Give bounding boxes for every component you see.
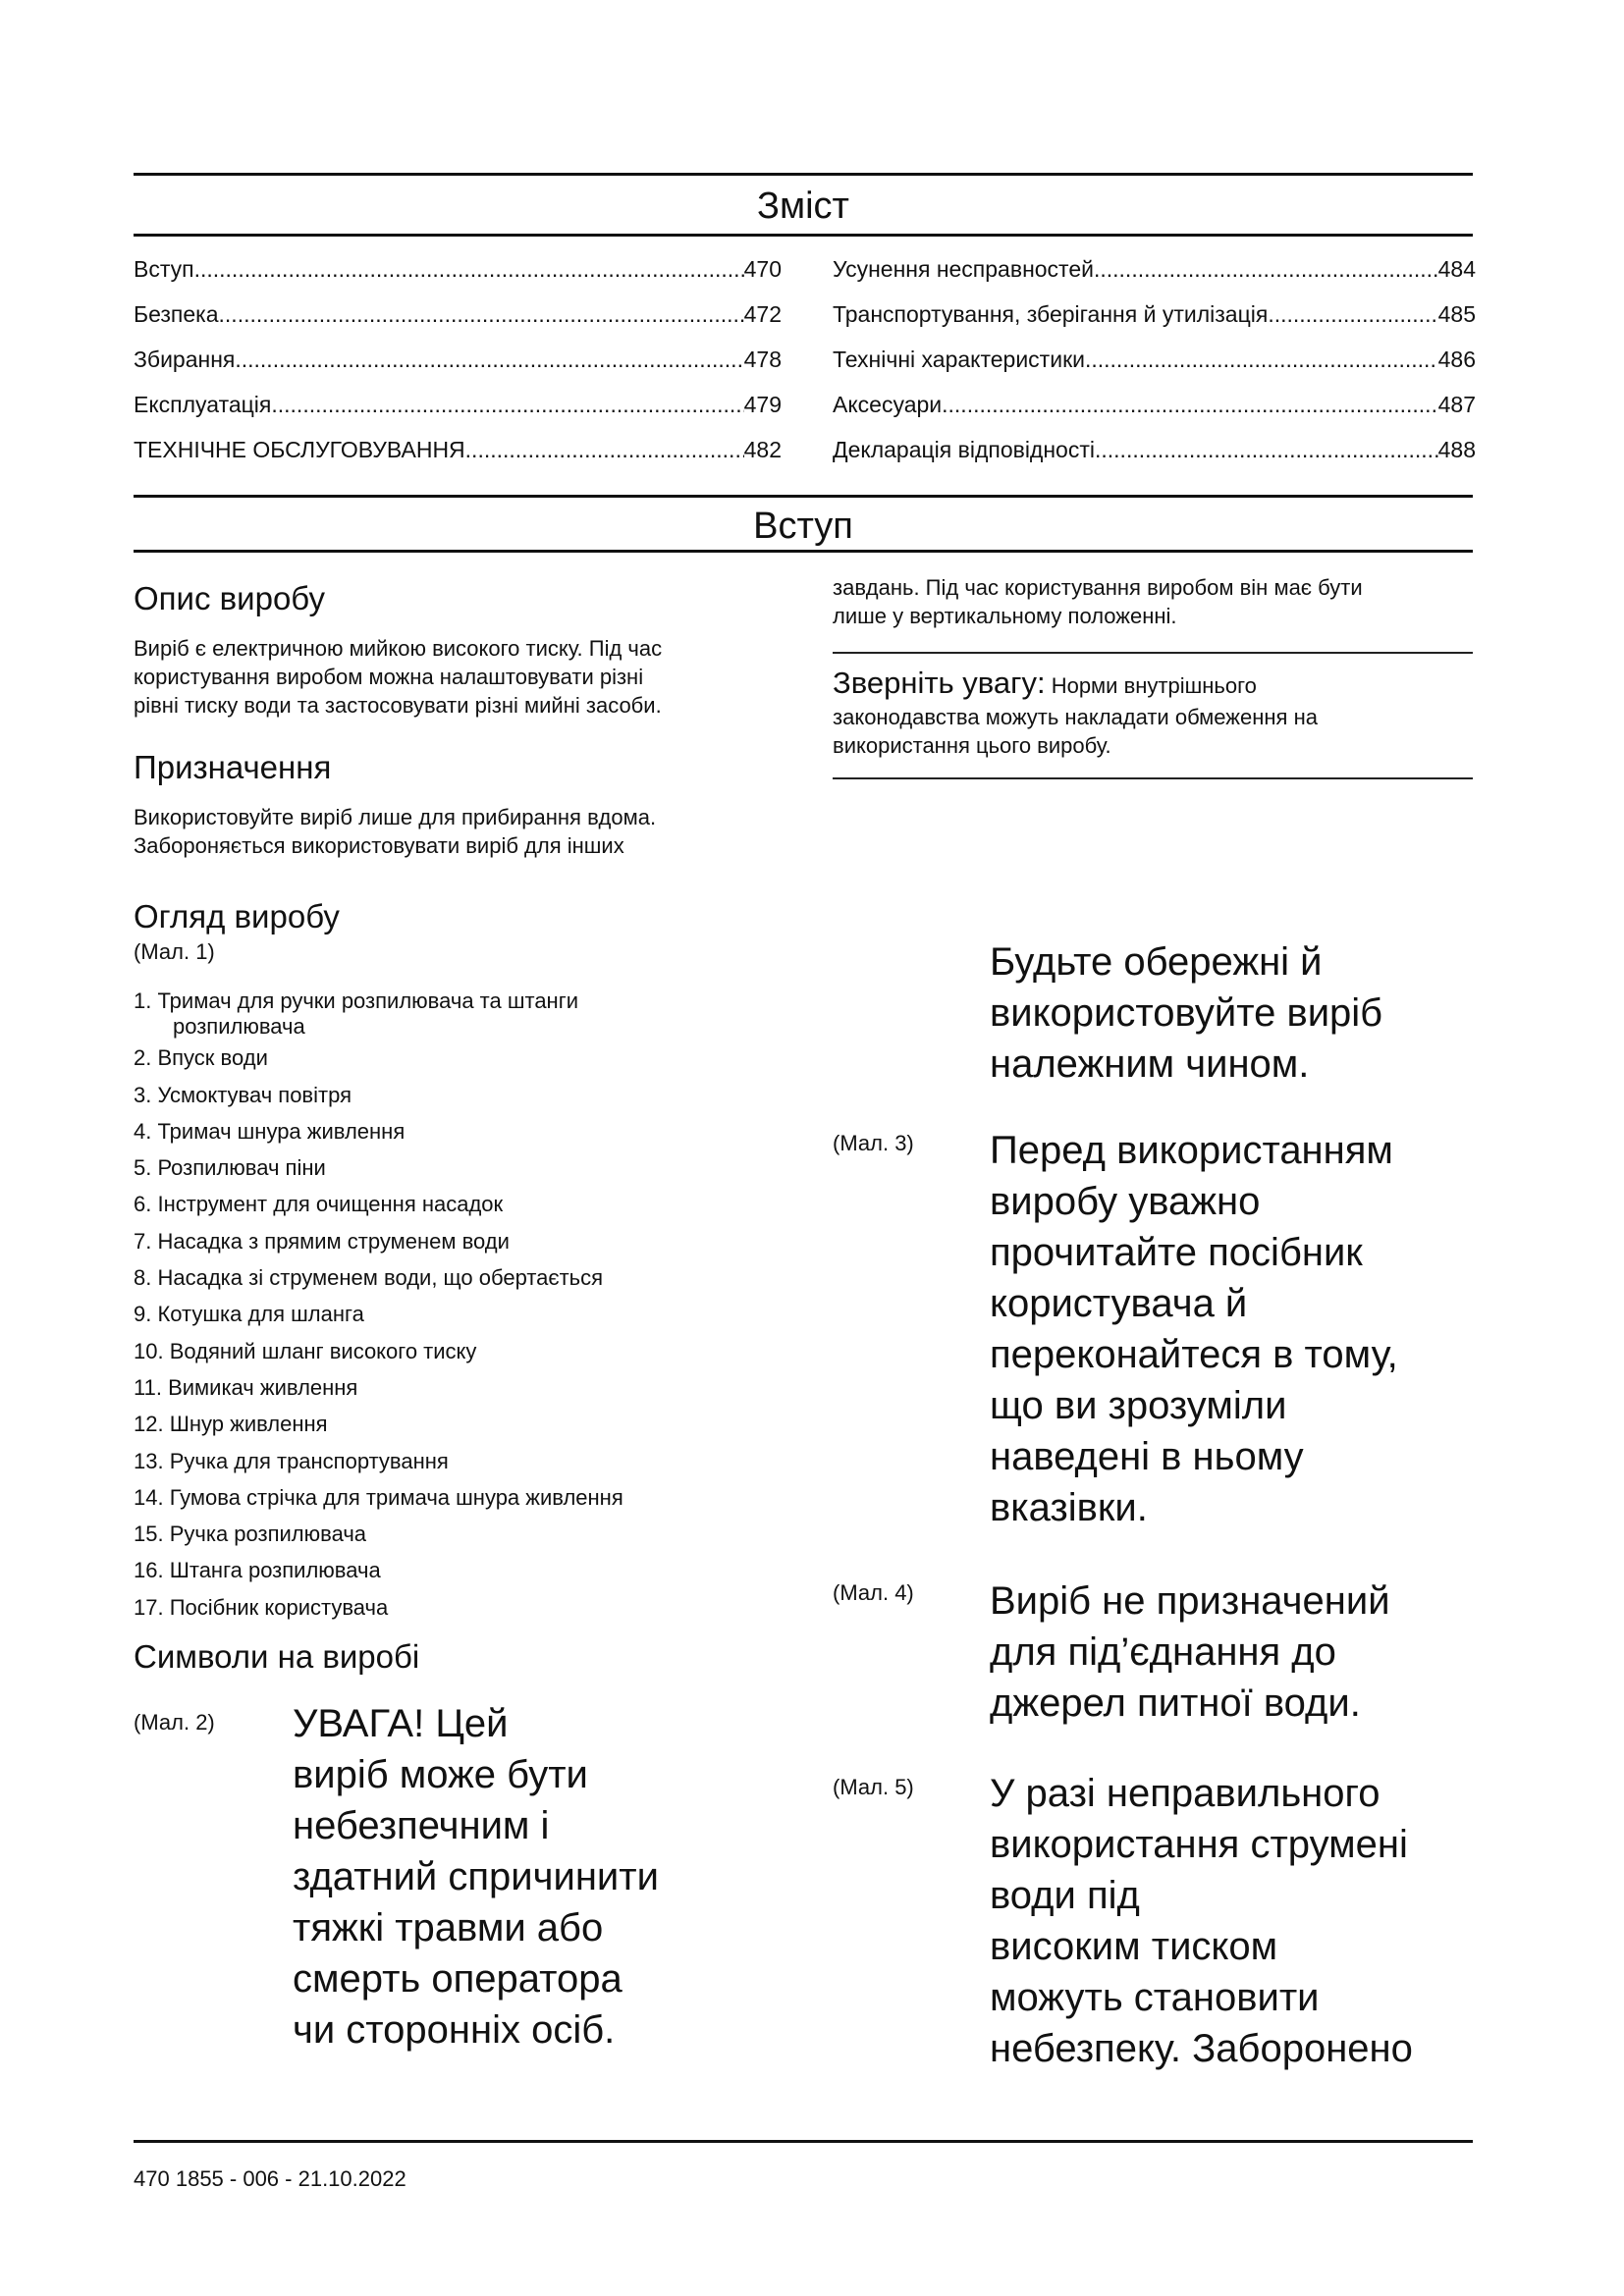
overview-item-label: 4. Тримач шнура живлення — [134, 1118, 406, 1144]
toc-entry-label: Аксесуари — [833, 392, 943, 417]
toc-entry[interactable] — [134, 337, 782, 382]
toc-entry[interactable] — [833, 427, 1476, 472]
warning-figure-ref: (Мал. 2) — [134, 1710, 215, 1735]
overview-item-label: 2. Впуск води — [134, 1045, 268, 1071]
purpose-continued — [833, 573, 1476, 630]
note-line: використання цього виробу. — [833, 733, 1111, 758]
purpose-line: Використовуйте виріб лише для прибирання вдома. — [134, 805, 657, 829]
overview-item-label: 16. Штанга розпилювача — [134, 1558, 381, 1583]
toc-leader-dots — [1268, 292, 1437, 337]
overview-item-label: 15. Ручка розпилювача — [134, 1522, 367, 1547]
description-text — [134, 634, 782, 720]
overview-item-wrap: розпилювача — [173, 1014, 305, 1040]
note-bottom-rule — [833, 777, 1473, 779]
toc-leader-dots — [219, 292, 744, 337]
overview-item-label: 1. Тримач для ручки розпилювача та штанги — [134, 988, 579, 1013]
toc-leader-dots — [235, 337, 743, 382]
warning-text — [293, 1698, 784, 2056]
toc-entry[interactable] — [833, 382, 1476, 427]
overview-item — [134, 1149, 782, 1186]
overview-item-label: 5. Розпилювач піни — [134, 1155, 326, 1181]
toc-entry-label: Транспортування, зберігання й утилізація — [833, 301, 1269, 327]
drinking-figure-ref: (Мал. 4) — [833, 1580, 914, 1605]
symbol-text-line: УВАГА! Цей — [293, 1702, 509, 1745]
toc-entry-label: Усунення несправностей — [833, 256, 1094, 282]
toc-entry[interactable] — [134, 246, 782, 292]
symbol-text-line: для під’єднання до — [990, 1630, 1336, 1674]
toc-leader-dots — [194, 246, 744, 292]
toc-leader-dots — [271, 382, 743, 427]
toc-entry-page: 478 — [743, 347, 782, 372]
toc-title-rule — [134, 234, 1473, 237]
purpose-heading: Призначення — [134, 749, 332, 785]
symbol-text-line: виріб може бути — [293, 1753, 588, 1796]
overview-item — [134, 1077, 782, 1113]
note-line: Норми внутрішнього — [1051, 673, 1257, 698]
toc-entry-label: Вступ — [134, 256, 194, 282]
overview-item — [134, 1296, 782, 1332]
overview-item — [134, 1479, 782, 1516]
symbol-text-line: Будьте обережні й — [990, 940, 1323, 984]
symbol-text-line: наведені в ньому — [990, 1435, 1304, 1478]
overview-item-label: 3. Усмоктувач повітря — [134, 1082, 352, 1107]
overview-item — [134, 1516, 782, 1552]
overview-item — [134, 1223, 782, 1259]
symbol-text-line: користувача й — [990, 1282, 1248, 1325]
overview-item — [134, 1113, 782, 1149]
toc-entry-label: Декларація відповідності — [833, 437, 1095, 462]
overview-item — [134, 1443, 782, 1479]
overview-item — [134, 1406, 782, 1442]
symbol-text-line: належним чином. — [990, 1042, 1310, 1086]
toc-entry[interactable] — [833, 337, 1476, 382]
toc-leader-dots — [465, 427, 744, 472]
overview-item — [134, 1259, 782, 1296]
symbol-text-line: небезпечним і — [293, 1804, 550, 1847]
overview-item-label: 7. Насадка з прямим струменем води — [134, 1228, 510, 1254]
symbol-text-line: що ви зрозуміли — [990, 1384, 1287, 1427]
toc-entry-label: Технічні характеристики — [833, 347, 1085, 372]
symbol-text-line: У разі неправильного — [990, 1772, 1380, 1815]
toc-entry-label: Збирання — [134, 347, 236, 372]
overview-item — [134, 1589, 782, 1626]
description-line: Виріб є електричною мийкою високого тиску. Під час — [134, 636, 663, 661]
overview-item-label: 17. Посібник користувача — [134, 1594, 389, 1620]
toc-left-column — [134, 246, 782, 472]
toc-entry-label: Експлуатація — [134, 392, 272, 417]
intro-top-rule — [134, 495, 1473, 498]
overview-item — [134, 1186, 782, 1222]
toc-leader-dots — [1085, 337, 1438, 382]
toc-entry-page: 484 — [1437, 256, 1476, 282]
intro-title-rule — [134, 550, 1473, 553]
toc-leader-dots — [1094, 246, 1438, 292]
overview-item — [134, 983, 782, 1040]
description-line: користування виробом можна налаштовувати різні — [134, 665, 644, 689]
overview-item — [134, 1369, 782, 1406]
symbol-text-line: використовуйте виріб — [990, 991, 1383, 1035]
note-line: законодавства можуть накладати обмеження на — [833, 705, 1318, 729]
toc-entry[interactable] — [833, 246, 1476, 292]
toc-entry-label: ТЕХНІЧНЕ ОБСЛУГОВУВАННЯ — [134, 437, 465, 462]
overview-item-label: 13. Ручка для транспортування — [134, 1448, 449, 1473]
toc-entry-page: 488 — [1437, 437, 1476, 462]
symbol-text-line: виробу уважно — [990, 1180, 1261, 1223]
description-line: рівні тиску води та застосовувати різні мийні засоби. — [134, 693, 662, 718]
description-heading: Опис виробу — [134, 580, 325, 616]
overview-list — [134, 983, 782, 1626]
toc-entry-page: 487 — [1437, 392, 1476, 417]
symbol-text-line: тяжкі травми або — [293, 1906, 604, 1949]
overview-item — [134, 1552, 782, 1588]
toc-leader-dots — [1095, 427, 1438, 472]
toc-entry[interactable] — [833, 292, 1476, 337]
manual-text — [990, 1125, 1481, 1533]
toc-entry-page: 485 — [1437, 301, 1476, 327]
symbol-text-line: можуть становити — [990, 1976, 1320, 2019]
jets-text — [990, 1768, 1481, 2074]
purpose-line: завдань. Під час користування виробом він має бути — [833, 575, 1363, 600]
drinking-text — [990, 1575, 1481, 1729]
overview-item-label: 6. Інструмент для очищення насадок — [134, 1192, 504, 1217]
symbol-text-line: прочитайте посібник — [990, 1231, 1363, 1274]
symbol-text-line: Перед використанням — [990, 1129, 1393, 1172]
careful-text — [990, 936, 1481, 1090]
toc-entry-page: 472 — [743, 301, 782, 327]
toc-right-column — [833, 246, 1476, 472]
overview-item-label: 14. Гумова стрічка для тримача шнура живлення — [134, 1484, 623, 1510]
overview-item-label: 10. Водяний шланг високого тиску — [134, 1338, 477, 1363]
symbol-text-line: переконайтеся в тому, — [990, 1333, 1398, 1376]
toc-entry[interactable] — [134, 292, 782, 337]
footer — [134, 2166, 406, 2192]
symbols-heading: Символи на виробі — [134, 1638, 420, 1675]
jets-figure-ref: (Мал. 5) — [833, 1775, 914, 1799]
toc-entry-page: 479 — [743, 392, 782, 417]
footer-rule — [134, 2140, 1473, 2143]
note-box — [833, 664, 1476, 760]
toc-entry-page: 482 — [743, 437, 782, 462]
note-label: Зверніть увагу: — [833, 666, 1046, 700]
overview-item-label: 9. Котушка для шланга — [134, 1302, 364, 1327]
symbol-text-line: джерел питної води. — [990, 1682, 1361, 1725]
toc-title: Зміст — [757, 186, 849, 227]
overview-heading: Огляд виробу — [134, 898, 340, 934]
overview-item-label: 12. Шнур живлення — [134, 1412, 328, 1437]
top-rule — [134, 173, 1473, 176]
symbol-text-line: смерть оператора — [293, 1957, 623, 2001]
manual-figure-ref: (Мал. 3) — [833, 1131, 914, 1155]
purpose-line: лише у вертикальному положенні. — [833, 604, 1177, 628]
note-top-rule — [833, 652, 1473, 654]
symbol-text-line: небезпеку. Заборонено — [990, 2027, 1413, 2070]
overview-item-label: 8. Насадка зі струменем води, що обертається — [134, 1265, 604, 1291]
overview-item — [134, 1333, 782, 1369]
symbol-text-line: Виріб не призначений — [990, 1579, 1390, 1623]
doc-code: 1855 - 006 - 21.10.2022 — [175, 2166, 406, 2191]
toc-entry[interactable] — [134, 382, 782, 427]
symbol-text-line: води під — [990, 1874, 1140, 1917]
symbol-text-line: чи сторонніх осіб. — [293, 2008, 616, 2052]
toc-entry[interactable] — [134, 427, 782, 472]
page-number: 470 — [134, 2166, 170, 2191]
symbol-text-line: високим тиском — [990, 1925, 1278, 1968]
symbol-text-line: вказівки. — [990, 1486, 1148, 1529]
toc-entry-page: 486 — [1437, 347, 1476, 372]
overview-item — [134, 1040, 782, 1076]
overview-item-label: 11. Вимикач живлення — [134, 1374, 358, 1400]
overview-figure-ref: (Мал. 1) — [134, 939, 215, 964]
symbol-text-line: здатний спричинити — [293, 1855, 659, 1898]
toc-entry-label: Безпека — [134, 301, 219, 327]
toc-entry-page: 470 — [743, 256, 782, 282]
symbol-text-line: використання струмені — [990, 1823, 1408, 1866]
toc-leader-dots — [942, 382, 1437, 427]
intro-title: Вступ — [753, 506, 853, 547]
purpose-line: Забороняється використовувати виріб для інших — [134, 833, 624, 858]
purpose-text — [134, 803, 782, 860]
